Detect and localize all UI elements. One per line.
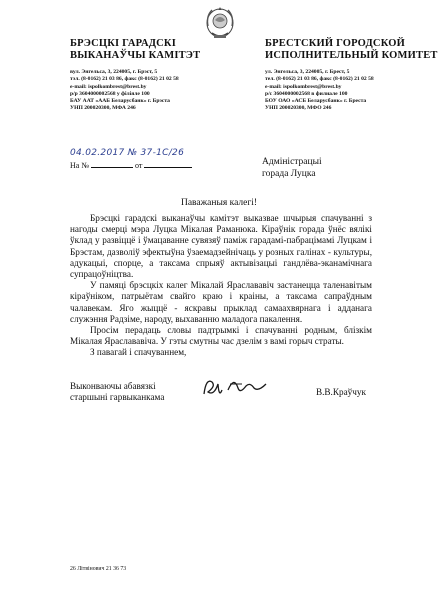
body-paragraph: У памяці брэсцкіх калег Мікалай Яраслававіч застанецца таленавітым кіраўніком, патрыётам свайго краю і краіны, а таксама сапраўдным чалавекам. Яго жыццё - яскравы прыклад самаахвярнага і адданага служэння Радзіме, народу, выхаванню маладога пакалення. bbox=[70, 280, 372, 324]
signer-name: В.В.Краўчук bbox=[316, 387, 366, 397]
body-paragraph: Просім перадаць словы падтрымкі і спачуванні родным, блізкім Мікалая Яраслававіча. У гэты смутны час дзелім з вамі горыч страты. bbox=[70, 325, 372, 347]
letterhead-title-belarusian: БРЭСЦКІ ГАРАДСКІ ВЫКАНАЎЧЫ КАМІТЭТ bbox=[70, 38, 201, 61]
reference-line bbox=[70, 161, 192, 170]
signer-position: Выконваючы абавязкі старшыні гарвыканкама bbox=[70, 381, 165, 403]
contact-line: e-mail: ispolkombrest@brest.by bbox=[265, 83, 342, 90]
letterhead-contact-belarusian bbox=[70, 69, 179, 113]
contact-line: УНП 200020300, МФА 246 bbox=[70, 105, 136, 112]
reference-date-blank bbox=[144, 161, 192, 168]
recipient-address: Адміністрацыі горада Луцка bbox=[262, 157, 322, 179]
closing-phrase: З павагай і спачуваннем, bbox=[90, 347, 187, 358]
salutation: Паважаныя калегі! bbox=[180, 198, 258, 208]
letterhead-title-russian: БРЕСТСКИЙ ГОРОДСКОЙ ИСПОЛНИТЕЛЬНЫЙ КОМИТЕТ bbox=[265, 38, 438, 61]
reference-from-label: от bbox=[134, 161, 143, 170]
letterhead-contact-russian bbox=[265, 69, 374, 113]
contact-line: р/р 3604000002568 у філіяле 100 bbox=[70, 90, 150, 97]
reference-number-label: На № bbox=[70, 161, 89, 170]
state-emblem-icon bbox=[203, 6, 237, 42]
letter-body bbox=[70, 213, 372, 359]
contact-line: БОУ ОАО «АСБ Беларусбанк» г. Бреста bbox=[265, 98, 367, 105]
contact-line: ул. Энгельса, 3, 224005, г. Брест, 5 bbox=[265, 69, 350, 75]
contact-line: тэл. (8-0162) 21 03 86, факс (8-0162) 21 02 58 bbox=[70, 76, 179, 83]
body-paragraph: Брэсцкі гарадскі выканаўчы камітэт выказвае шчырыя спачуванні з нагоды смерці мэра Луцка Мікалая Раманюка. Кіраўнік горада ўнёс вялікі ўклад у развіццё і ўмацаванне сувязяў паміж гарадамі-пабрацімамі Луцкам і Брэстам, дазволіў эфектыўна ўзаемадзейнічаць у розных галінах - культуры, адукацыі, спорце, а таксама спрыяў актывізацыі гандлёва-эканамічнага супрацоўніцтва. bbox=[70, 213, 372, 280]
handwritten-date-number: 04.02.2017 № 37-1С/26 bbox=[70, 148, 185, 158]
contact-line: тел. (8-0162) 21 03 86, факс (8-0162) 21 02 58 bbox=[265, 76, 374, 83]
executor-footer: 26 Літвінович 21 36 73 bbox=[70, 566, 127, 572]
contact-line: р/с 3604000002568 в филиале 100 bbox=[265, 90, 348, 97]
reference-number-blank bbox=[91, 161, 133, 168]
handwritten-signature bbox=[200, 372, 270, 402]
contact-line: вул. Энгельса, 3, 224005, г. Брэст, 5 bbox=[70, 69, 158, 75]
contact-line: УНП 200020300, МФО 246 bbox=[265, 105, 332, 112]
contact-line: БАУ ААТ «ААБ Беларусбанк» г. Брэста bbox=[70, 98, 170, 105]
contact-line: e-mail: ispolkombrest@brest.by bbox=[70, 83, 147, 90]
